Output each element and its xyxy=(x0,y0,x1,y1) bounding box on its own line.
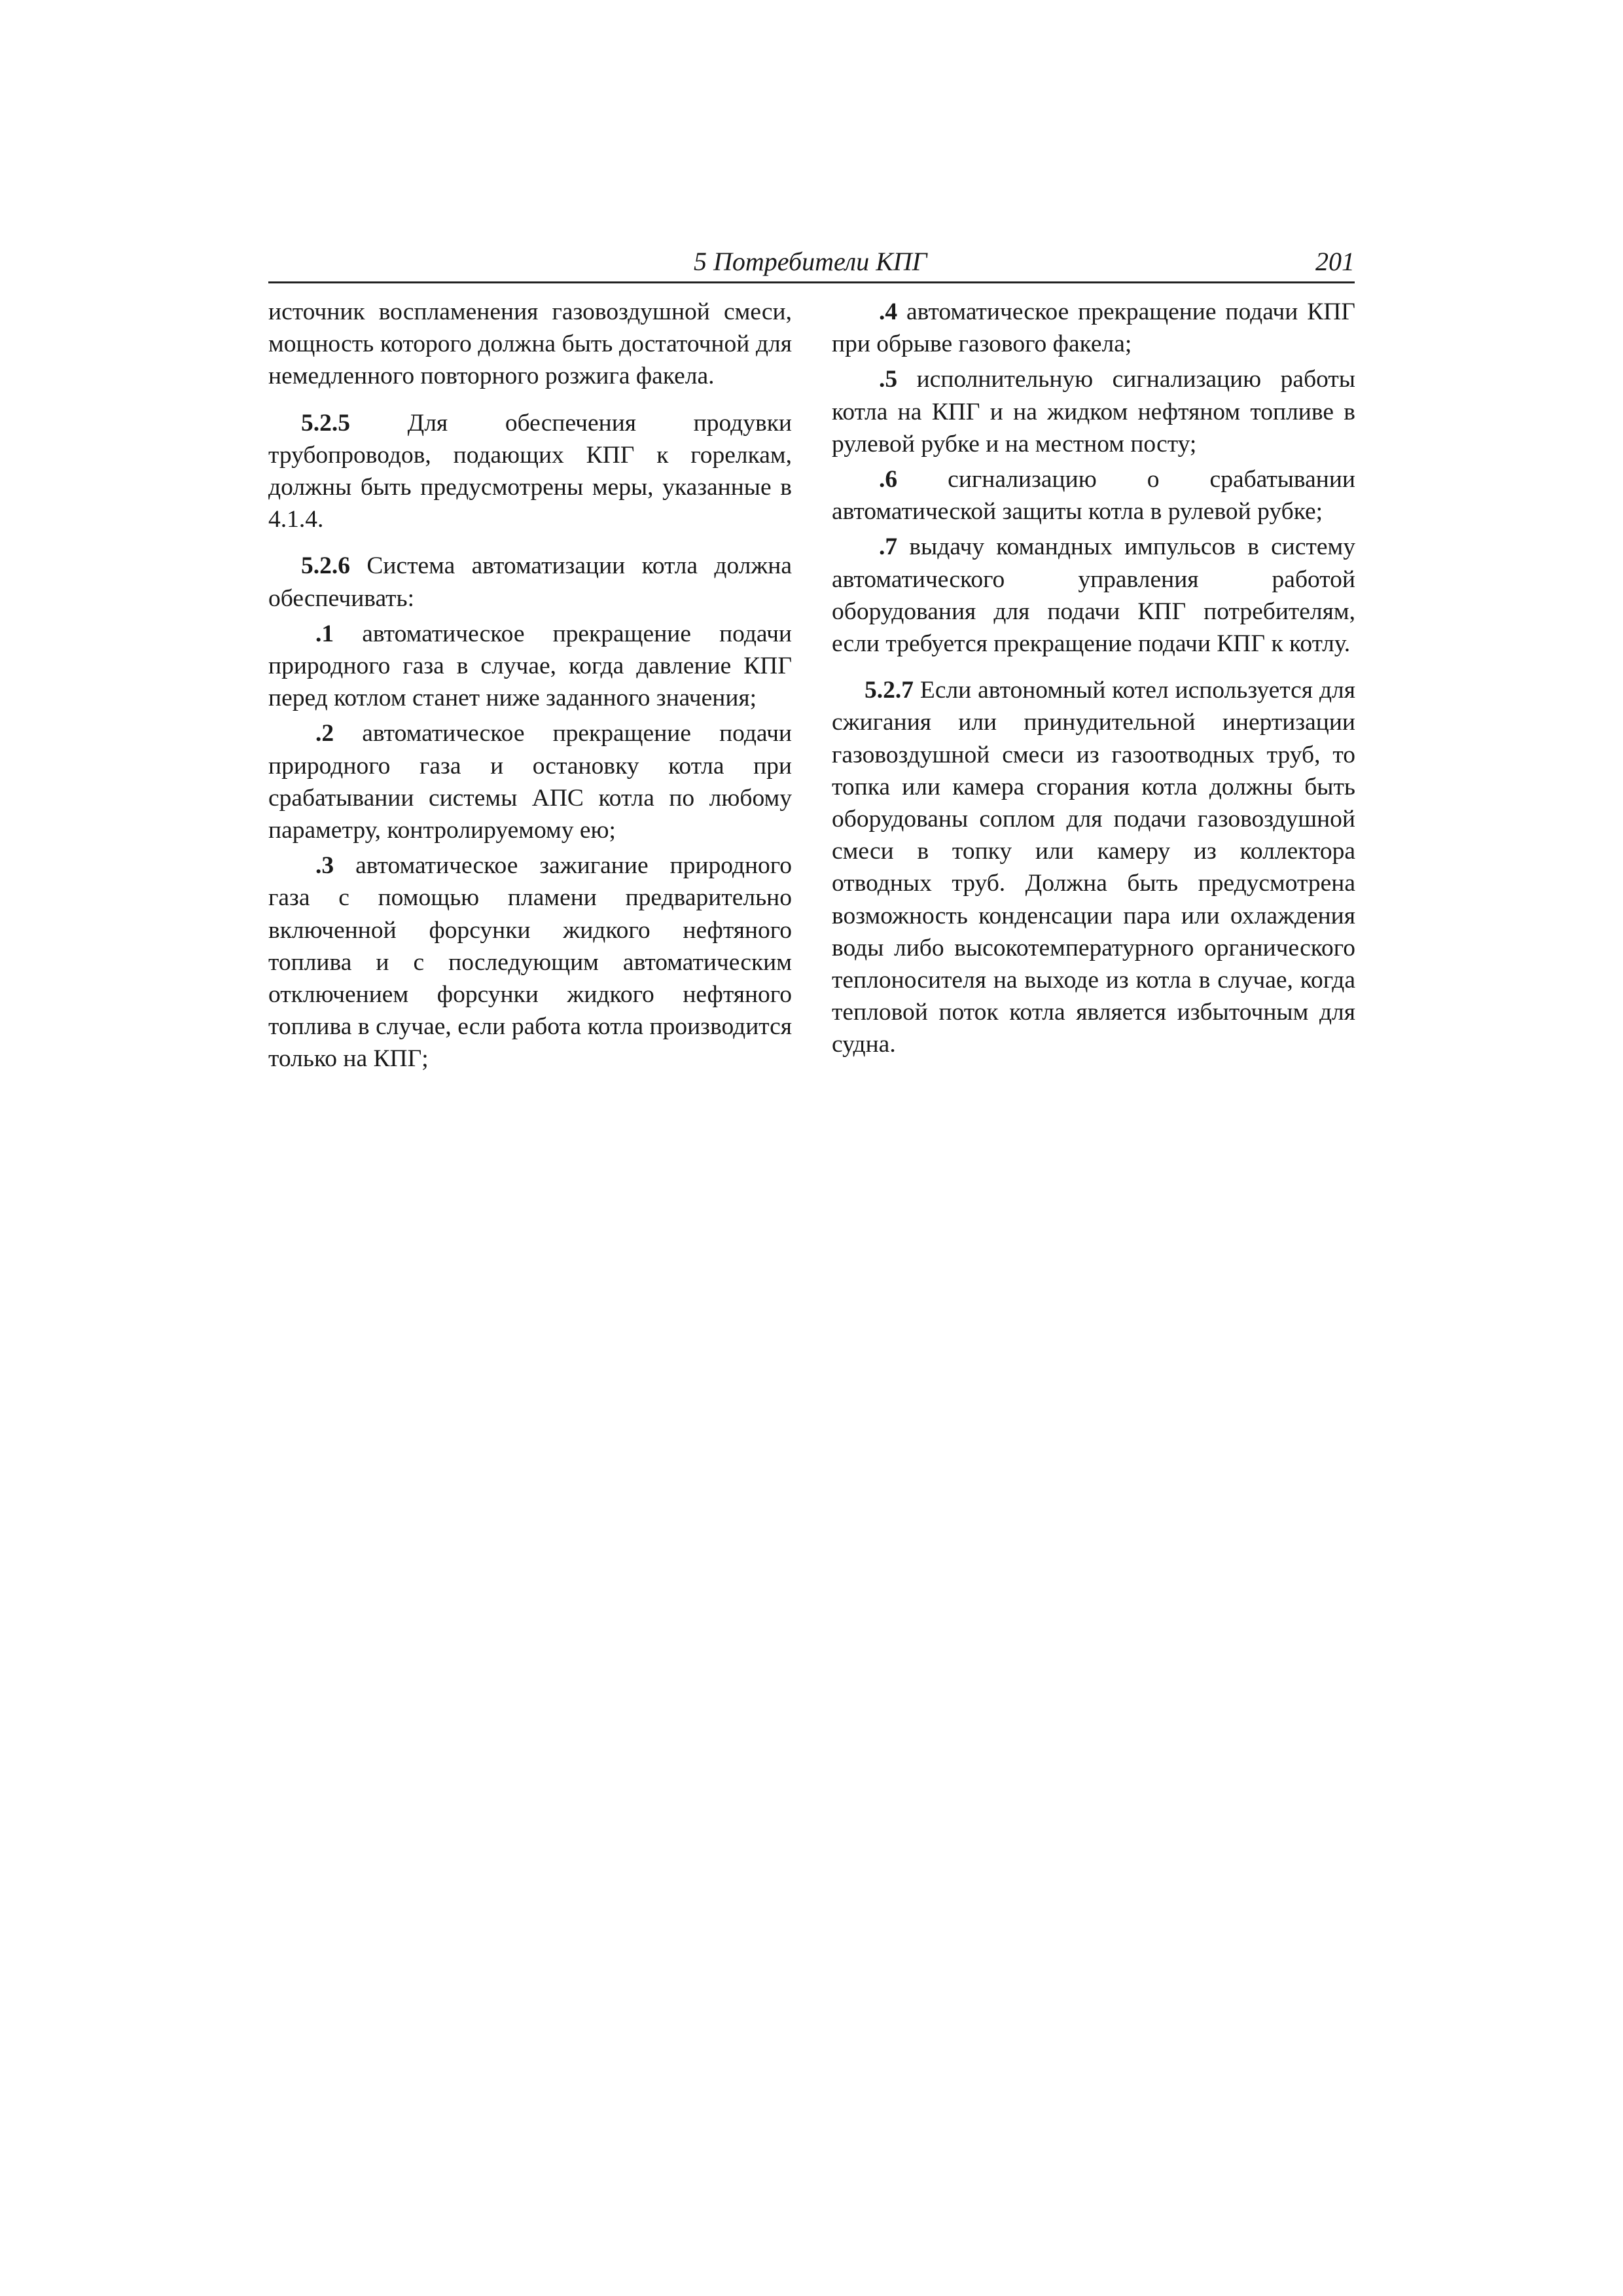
right-column xyxy=(832,296,1355,1061)
item-text: автоматическое прекращение подачи КПГ при обрыве газового факела; xyxy=(832,298,1355,358)
page-header xyxy=(268,242,1355,283)
list-item xyxy=(832,363,1355,460)
paragraph-continuation: источник воспламенения газовоздушной смеси, мощность которого должна быть достаточной для немедленного повторного розжига факела. xyxy=(268,298,792,390)
item-number: .7 xyxy=(879,533,898,561)
list-item xyxy=(268,618,792,715)
item-number: .6 xyxy=(879,466,898,493)
clause-text: Система автоматизации котла должна обеспечивать: xyxy=(268,552,792,612)
running-header-title: 5 Потребители КПГ xyxy=(694,247,927,276)
item-text: автоматическое зажигание природного газа с помощью пламени предварительно включенной форсунки жидкого нефтяного топлива и с последующим автоматическим отключением форсунки жидкого нефтяного топлива в случае, если работа котла производится только на КПГ; xyxy=(268,852,792,1073)
item-text: автоматическое прекращение подачи природного газа в случае, когда давление КПГ перед котлом станет ниже заданного значения; xyxy=(268,620,792,712)
item-text: выдачу командных импульсов в систему автоматического управления работой оборудования для подачи КПГ потребителям, если требуется прекращение подачи КПГ к котлу. xyxy=(832,533,1355,658)
left-column xyxy=(268,296,792,1075)
paragraph-5-2-7 xyxy=(832,674,1355,1060)
paragraph-5-2-5 xyxy=(268,407,792,536)
page-number: 201 xyxy=(1315,247,1355,276)
item-number: .2 xyxy=(315,720,334,747)
item-number: .4 xyxy=(879,298,898,325)
list-item xyxy=(268,717,792,846)
list-item xyxy=(832,531,1355,660)
item-number: .1 xyxy=(315,620,334,647)
clause-text: Если автономный котел используется для сжигания или принудительной инертизации газовоздушной смеси из газоотводных труб, то топка или камера сгорания котла должны быть оборудованы соплом для подачи газовоздушной смеси в топку или камеру из коллектора отводных труб. Должна быть предусмотрена возможность конденсации пара или охлаждения воды либо высокотемпературного органического теплоносителя на выходе из котла в случае, когда тепловой поток котла является избыточным для судна. xyxy=(832,677,1355,1058)
paragraph-5-2-6 xyxy=(268,550,792,614)
item-text: исполнительную сигнализацию работы котла на КПГ и на жидком нефтяном топливе в рулевой рубке и на местном посту; xyxy=(832,366,1355,457)
item-number: .5 xyxy=(879,366,898,393)
list-item xyxy=(832,463,1355,528)
clause-text: Для обеспечения продувки трубопроводов, подающих КПГ к горелкам, должны быть предусмотрены меры, указанные в 4.1.4. xyxy=(268,409,792,533)
list-item xyxy=(268,850,792,1075)
item-text: сигнализацию о срабатывании автоматической защиты котла в рулевой рубке; xyxy=(832,466,1355,526)
item-number: .3 xyxy=(315,852,334,880)
item-text: автоматическое прекращение подачи природного газа и остановку котла при срабатывании системы АПС котла по любому параметру, контролируемому ею; xyxy=(268,720,792,844)
clause-number: 5.2.6 xyxy=(301,552,350,580)
clause-number: 5.2.5 xyxy=(301,409,350,437)
list-item xyxy=(832,296,1355,360)
clause-number: 5.2.7 xyxy=(865,677,914,704)
